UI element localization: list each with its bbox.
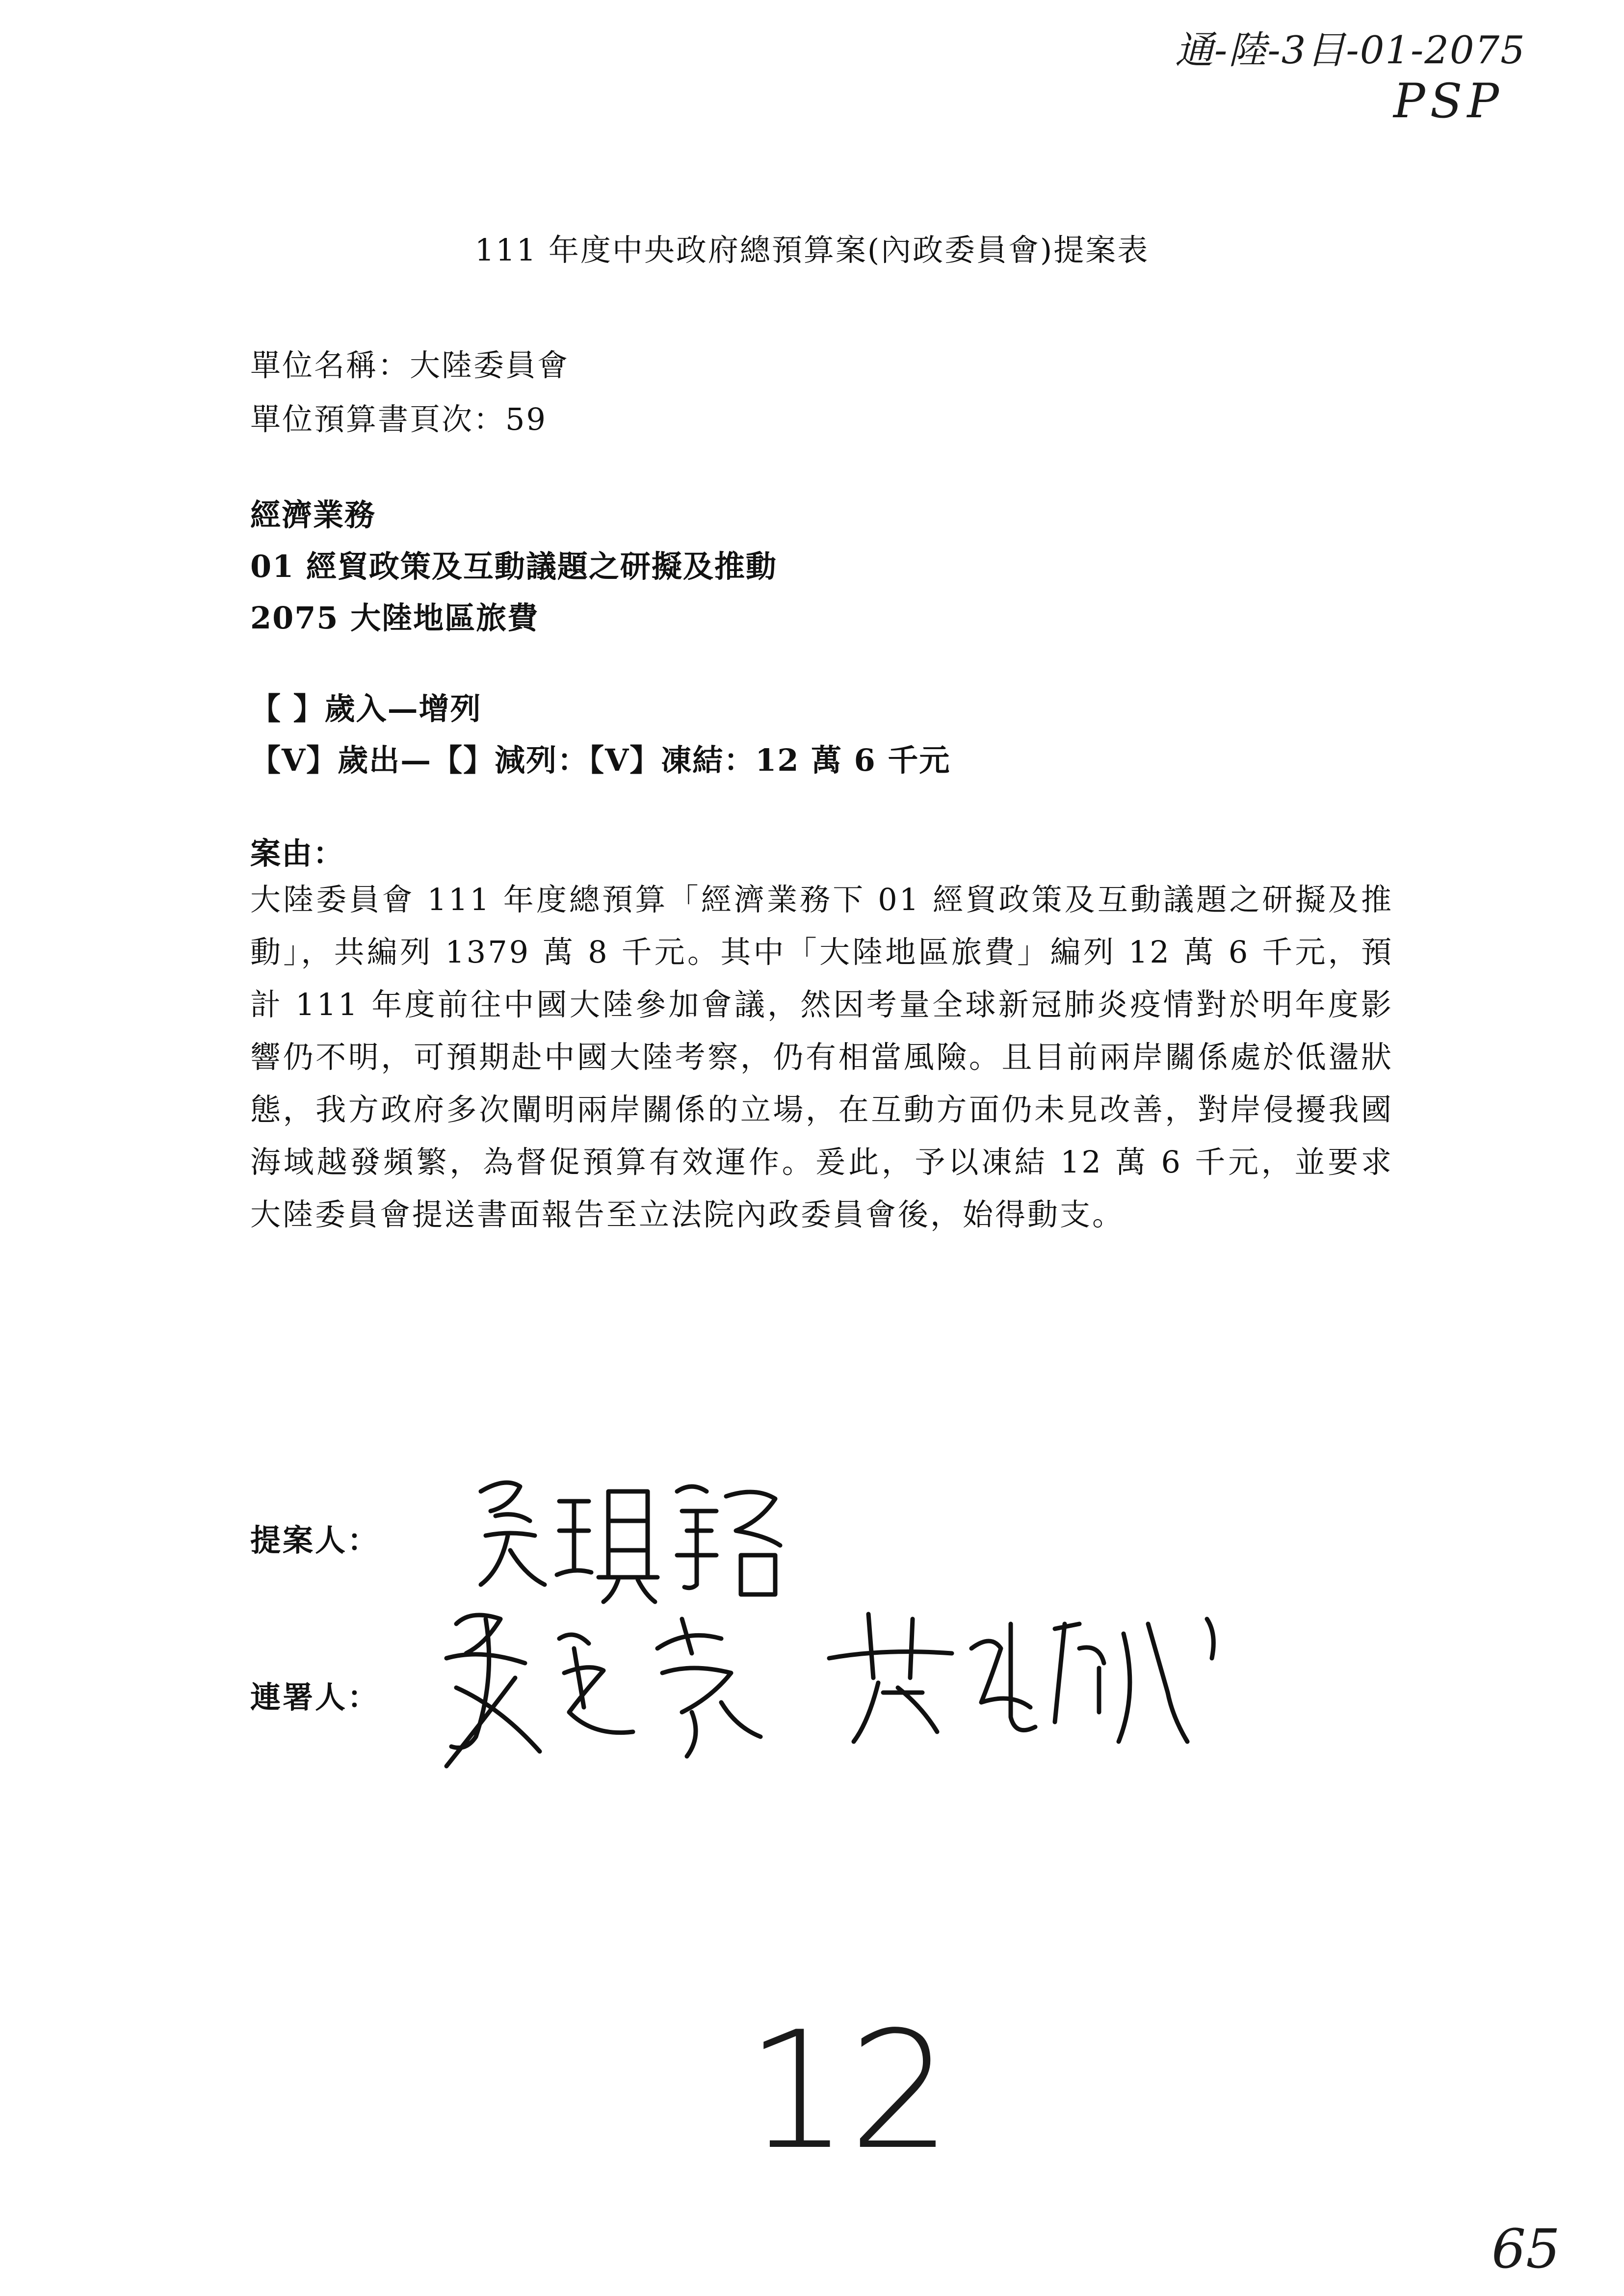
handwritten-file-reference: 通-陸-3目-01-2075	[1175, 28, 1526, 73]
handwritten-reference-note: PSP	[1393, 74, 1504, 129]
cosigner-signature	[824, 1594, 1231, 1756]
budget-program: 01 經貿政策及互動議題之研擬及推動	[250, 548, 777, 584]
reason-body: 大陸委員會 111 年度總預算「經濟業務下 01 經貿政策及互動議題之研擬及推動」，共編列 1379 萬 8 千元。其中「大陸地區旅費」編列 12 萬 6 千元，預計 111 年度前往中國大陸參加會議，然因考量全球新冠肺炎疫情對於明年度影響仍不明，可預期赴中國大陸考察，仍有相當風險。且目前兩岸關係處於低盪狀態，我方政府多次闡明兩岸關係的立場，在互動方面仍未見改善，對岸侵擾我國海域越發頻繁，為督促預算有效運作。爰此，予以凍結 12 萬 6 千元，並要求大陸委員會提送書面報告至立法院內政委員會後，始得動支。	[250, 882, 1393, 1232]
revenue-option: 【 】歲入—增列	[250, 691, 482, 727]
handwritten-number: 12	[746, 1997, 952, 2185]
budget-page-line: 單位預算書頁次：59	[250, 401, 547, 437]
proposer-label: 提案人：	[250, 1522, 380, 1558]
handwritten-page-number: 65	[1492, 2218, 1560, 2280]
budget-item: 2075 大陸地區旅費	[250, 600, 539, 636]
cosigner-signature	[427, 1590, 800, 1776]
form-title: 111 年度中央政府總預算案(內政委員會)提案表	[474, 232, 1150, 268]
expenditure-option: 【V】歲出—【】減列：【V】凍結：12 萬 6 千元	[250, 742, 951, 778]
reason-heading: 案由：	[250, 835, 345, 871]
unit-name-line: 單位名稱：大陸委員會	[250, 347, 570, 383]
proposer-signature	[461, 1462, 805, 1609]
cosigner-label: 連署人：	[250, 1679, 380, 1715]
budget-category: 經濟業務	[250, 497, 376, 533]
